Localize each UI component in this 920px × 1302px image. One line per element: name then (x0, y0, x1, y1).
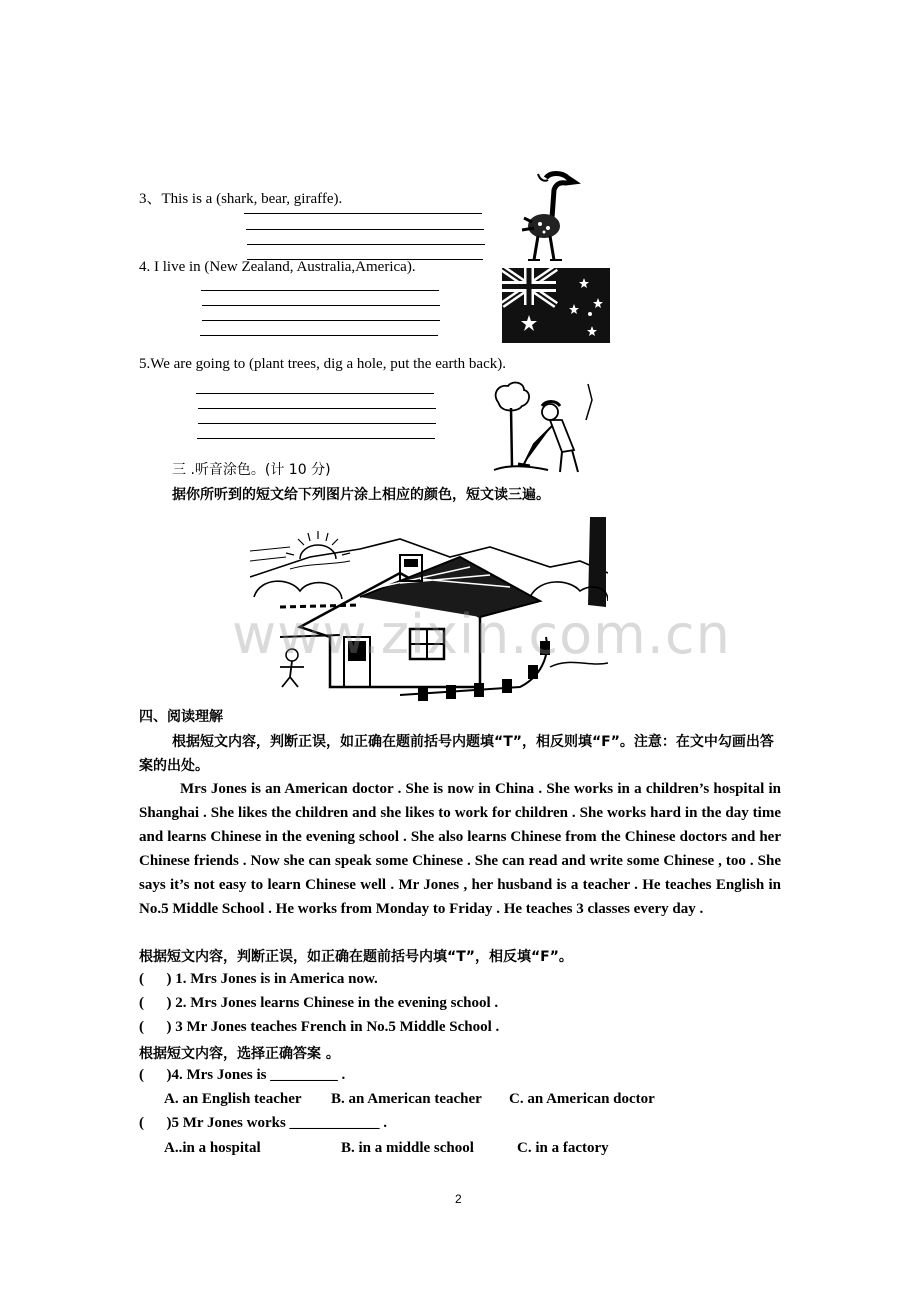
section-4-instruction: 根据短文内容，判断正误，如正确在题前括号内题填“T”，相反则填“F”。注意：在文中勾画出答案的出处。 (139, 734, 774, 774)
answer-line[interactable] (247, 244, 485, 245)
mc-option-4b[interactable]: B. an American teacher (331, 1091, 482, 1107)
mc-option-5c[interactable]: C. in a factory (517, 1140, 609, 1156)
reading-passage: Mrs Jones is an American doctor . She is now in China . She works in a children’s hospital in Shanghai . She likes the children and she likes to work for children . She works hard in the day time and learns Chinese in the evening school . She also learns Chinese from the Chinese doctors and her Chinese friends . Now she can speak some Chinese . She can read and write some Chinese , too . She says it’s not easy to learn Chinese well . Mr Jones , her husband is a teacher . He teaches English in No.5 Middle School . He works from Monday to Friday . He teaches 3 classes every day . (139, 781, 781, 917)
mc-instruction: 根据短文内容，选择正确答案 。 (139, 1046, 340, 1062)
section-3-instruction: 据你所听到的短文给下列图片涂上相应的颜色，短文读三遍。 (172, 487, 550, 503)
watermark-text: www.zixin.com.cn (232, 603, 731, 666)
question-3-text: 3、This is a (shark, bear, giraffe). (139, 191, 343, 207)
question-5-text: 5.We are going to (plant trees, dig a hole, put the earth back). (139, 356, 506, 372)
answer-line[interactable] (202, 305, 440, 306)
tf-question-1[interactable]: ( ) 1. Mrs Jones is in America now. (139, 971, 378, 987)
section-4-title: 四、阅读理解 (139, 709, 223, 725)
answer-line[interactable] (197, 438, 435, 439)
house-landscape-illustration (250, 517, 608, 705)
page-number: 2 (455, 1192, 462, 1206)
answer-line[interactable] (201, 290, 439, 291)
mc-option-4c[interactable]: C. an American doctor (509, 1091, 655, 1107)
mc-option-5b[interactable]: B. in a middle school (341, 1140, 474, 1156)
answer-line[interactable] (246, 229, 484, 230)
tf-question-2[interactable]: ( ) 2. Mrs Jones learns Chinese in the evening school . (139, 995, 499, 1011)
mc-question-4[interactable]: ( )4. Mrs Jones is _________ . (139, 1067, 346, 1083)
answer-line[interactable] (202, 320, 440, 321)
answer-line[interactable] (196, 393, 434, 394)
mc-option-4a[interactable]: A. an English teacher (164, 1091, 302, 1107)
mc-question-5[interactable]: ( )5 Mr Jones works ____________ . (139, 1115, 388, 1131)
answer-line[interactable] (200, 335, 438, 336)
question-4-text: 4. I live in (New Zealand, Australia,America). (139, 259, 416, 275)
mc-option-5a[interactable]: A..in a hospital (164, 1140, 261, 1156)
section-3-title: 三 .听音涂色。(计 10 分) (172, 462, 331, 478)
planting-tree-illustration (490, 380, 596, 476)
answer-line[interactable] (198, 423, 436, 424)
answer-line[interactable] (244, 213, 482, 214)
australia-flag-illustration (502, 268, 610, 343)
giraffe-illustration (510, 168, 582, 264)
tf-instruction: 根据短文内容，判断正误，如正确在题前括号内填“T”，相反填“F”。 (139, 949, 573, 965)
tf-question-3[interactable]: ( ) 3 Mr Jones teaches French in No.5 Middle School . (139, 1019, 500, 1035)
answer-line[interactable] (198, 408, 436, 409)
